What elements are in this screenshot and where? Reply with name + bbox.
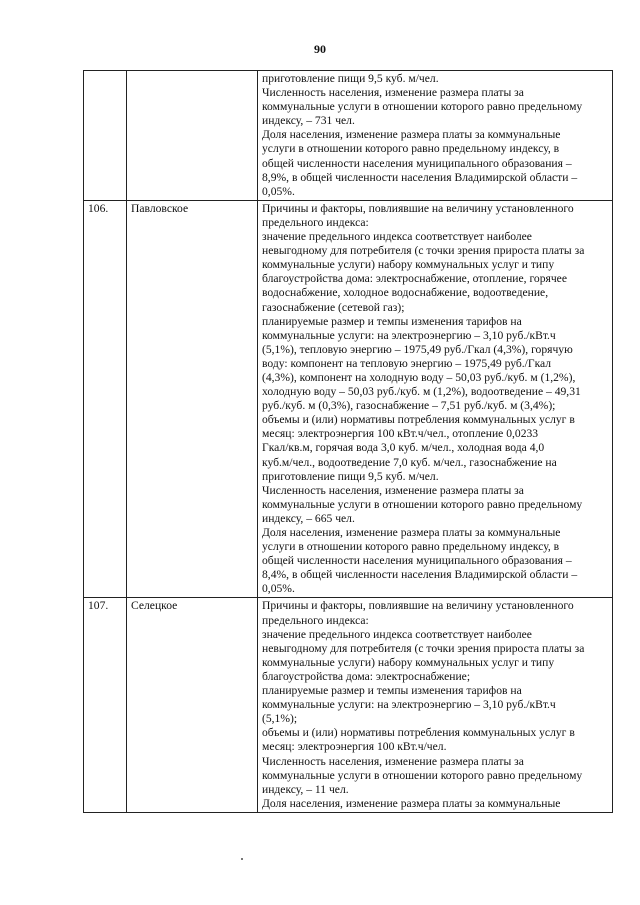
text-line: Доля населения, изменение размера платы за коммунальные [262, 128, 561, 142]
text-line: благоустройства дома: электроснабжение, отопление, горячее [262, 272, 567, 286]
row-number-cell [84, 71, 127, 201]
text-line: 8,4%, в общей численности населения Владимирской области – [262, 568, 578, 582]
page-number: 90 [314, 42, 326, 56]
text-line: коммунальные услуги: на электроэнергию – 3,10 руб./кВт.ч [262, 698, 556, 712]
text-line: коммунальные услуги: на электроэнергию – 3,10 руб./кВт.ч [262, 328, 556, 342]
text-line: (5,1%), тепловую энергию – 1975,49 руб./Гкал (4,3%), горячую [262, 342, 573, 356]
text-line: планируемые размер и темпы изменения тарифов на [262, 684, 522, 698]
text-line: индексу, – 11 чел. [262, 782, 349, 796]
text-line: Численность населения, изменение размера платы за [262, 483, 524, 497]
text-line: предельного индекса: [262, 613, 369, 627]
table-row [84, 200, 613, 598]
text-line: руб./куб. м (0,3%), газоснабжение – 7,51 руб./куб. м (3,4%); [262, 399, 556, 413]
text-line: общей численности населения муниципального образования – [262, 156, 572, 170]
text-line: месяц: электроэнергия 100 кВт.ч/чел. [262, 740, 447, 754]
text-line: водоснабжение, холодное водоснабжение, водоотведение, [262, 286, 549, 300]
text-line: газоснабжение (сетевой газ); [262, 300, 405, 314]
text-line: планируемые размер и темпы изменения тарифов на [262, 314, 522, 328]
text-line: коммунальные услуги) набору коммунальных услуг и типу [262, 655, 555, 669]
text-line: Доля населения, изменение размера платы за коммунальные [262, 526, 561, 539]
text-line: Численность населения, изменение размера платы за [262, 754, 524, 768]
text-line: индексу, – 731 чел. [262, 114, 355, 128]
municipality-name-cell: Селецкое [127, 598, 258, 812]
text-line: общей численности населения муниципального образования – [262, 554, 572, 568]
text-line: коммунальные услуги в отношении которого равно предельному [262, 100, 583, 114]
description-cell [258, 71, 613, 201]
description-cell [258, 200, 613, 598]
municipality-name-cell [127, 71, 258, 201]
municipality-name-cell: Павловское [127, 200, 258, 598]
municipality-table [83, 70, 613, 813]
text-line: коммунальные услуги в отношении которого равно предельному [262, 768, 583, 782]
text-line: Гкал/кв.м, горячая вода 3,0 куб. м/чел., холодная вода 4,0 [262, 441, 545, 455]
text-line: значение предельного индекса соответствует наиболее [262, 230, 532, 244]
text-line: коммунальные услуги) набору коммунальных услуг и типу [262, 258, 555, 272]
text-line: (5,1%); [262, 712, 298, 726]
row-number-cell: 106. [84, 200, 127, 598]
scan-artifact [241, 858, 243, 860]
text-line: приготовление пищи 9,5 куб. м/чел. [262, 72, 439, 85]
text-line: невыгодному для потребителя (с точки зрения прироста платы за [262, 641, 585, 655]
text-line: (4,3%), компонент на холодную воду – 50,03 руб./куб. м (1,2%), [262, 370, 576, 384]
text-line: Причины и факторы, повлиявшие на величину установленного [262, 599, 574, 613]
table-row [84, 71, 613, 201]
text-line: Причины и факторы, повлиявшие на величину установленного [262, 201, 574, 215]
row-number-cell: 107. [84, 598, 127, 812]
text-line: значение предельного индекса соответствует наиболее [262, 627, 532, 641]
description-cell [258, 598, 613, 812]
text-line: услуги в отношении которого равно предельному индексу, в [262, 142, 560, 156]
text-line: холодную воду – 50,03 руб./куб. м (1,2%), водоотведение – 49,31 [262, 385, 581, 399]
text-line: 8,9%, в общей численности населения Владимирской области – [262, 170, 578, 184]
text-line: объемы и (или) нормативы потребления коммунальных услуг в [262, 413, 575, 427]
text-line: куб.м/чел., водоотведение 7,0 куб. м/чел., газоснабжение на [262, 455, 557, 469]
text-line: объемы и (или) нормативы потребления коммунальных услуг в [262, 726, 575, 740]
text-line: благоустройства дома: электроснабжение; [262, 669, 471, 683]
text-line: месяц: электроэнергия 100 кВт.ч/чел., отопление 0,0233 [262, 427, 539, 441]
text-line: 0,05%. [262, 184, 295, 198]
text-line: Доля населения, изменение размера платы за коммунальные [262, 796, 561, 810]
text-line: воду: компонент на тепловую энергию – 1975,49 руб./Гкал [262, 356, 552, 370]
text-line: Численность населения, изменение размера платы за [262, 86, 524, 100]
text-line: приготовление пищи 9,5 куб. м/чел. [262, 469, 439, 483]
text-line: услуги в отношении которого равно предельному индексу, в [262, 540, 560, 554]
text-line: невыгодному для потребителя (с точки зрения прироста платы за [262, 244, 585, 258]
text-line: индексу, – 665 чел. [262, 511, 355, 525]
text-line: предельного индекса: [262, 215, 369, 229]
text-line: коммунальные услуги в отношении которого равно предельному [262, 497, 583, 511]
table-row [84, 598, 613, 812]
text-line: 0,05%. [262, 582, 295, 596]
